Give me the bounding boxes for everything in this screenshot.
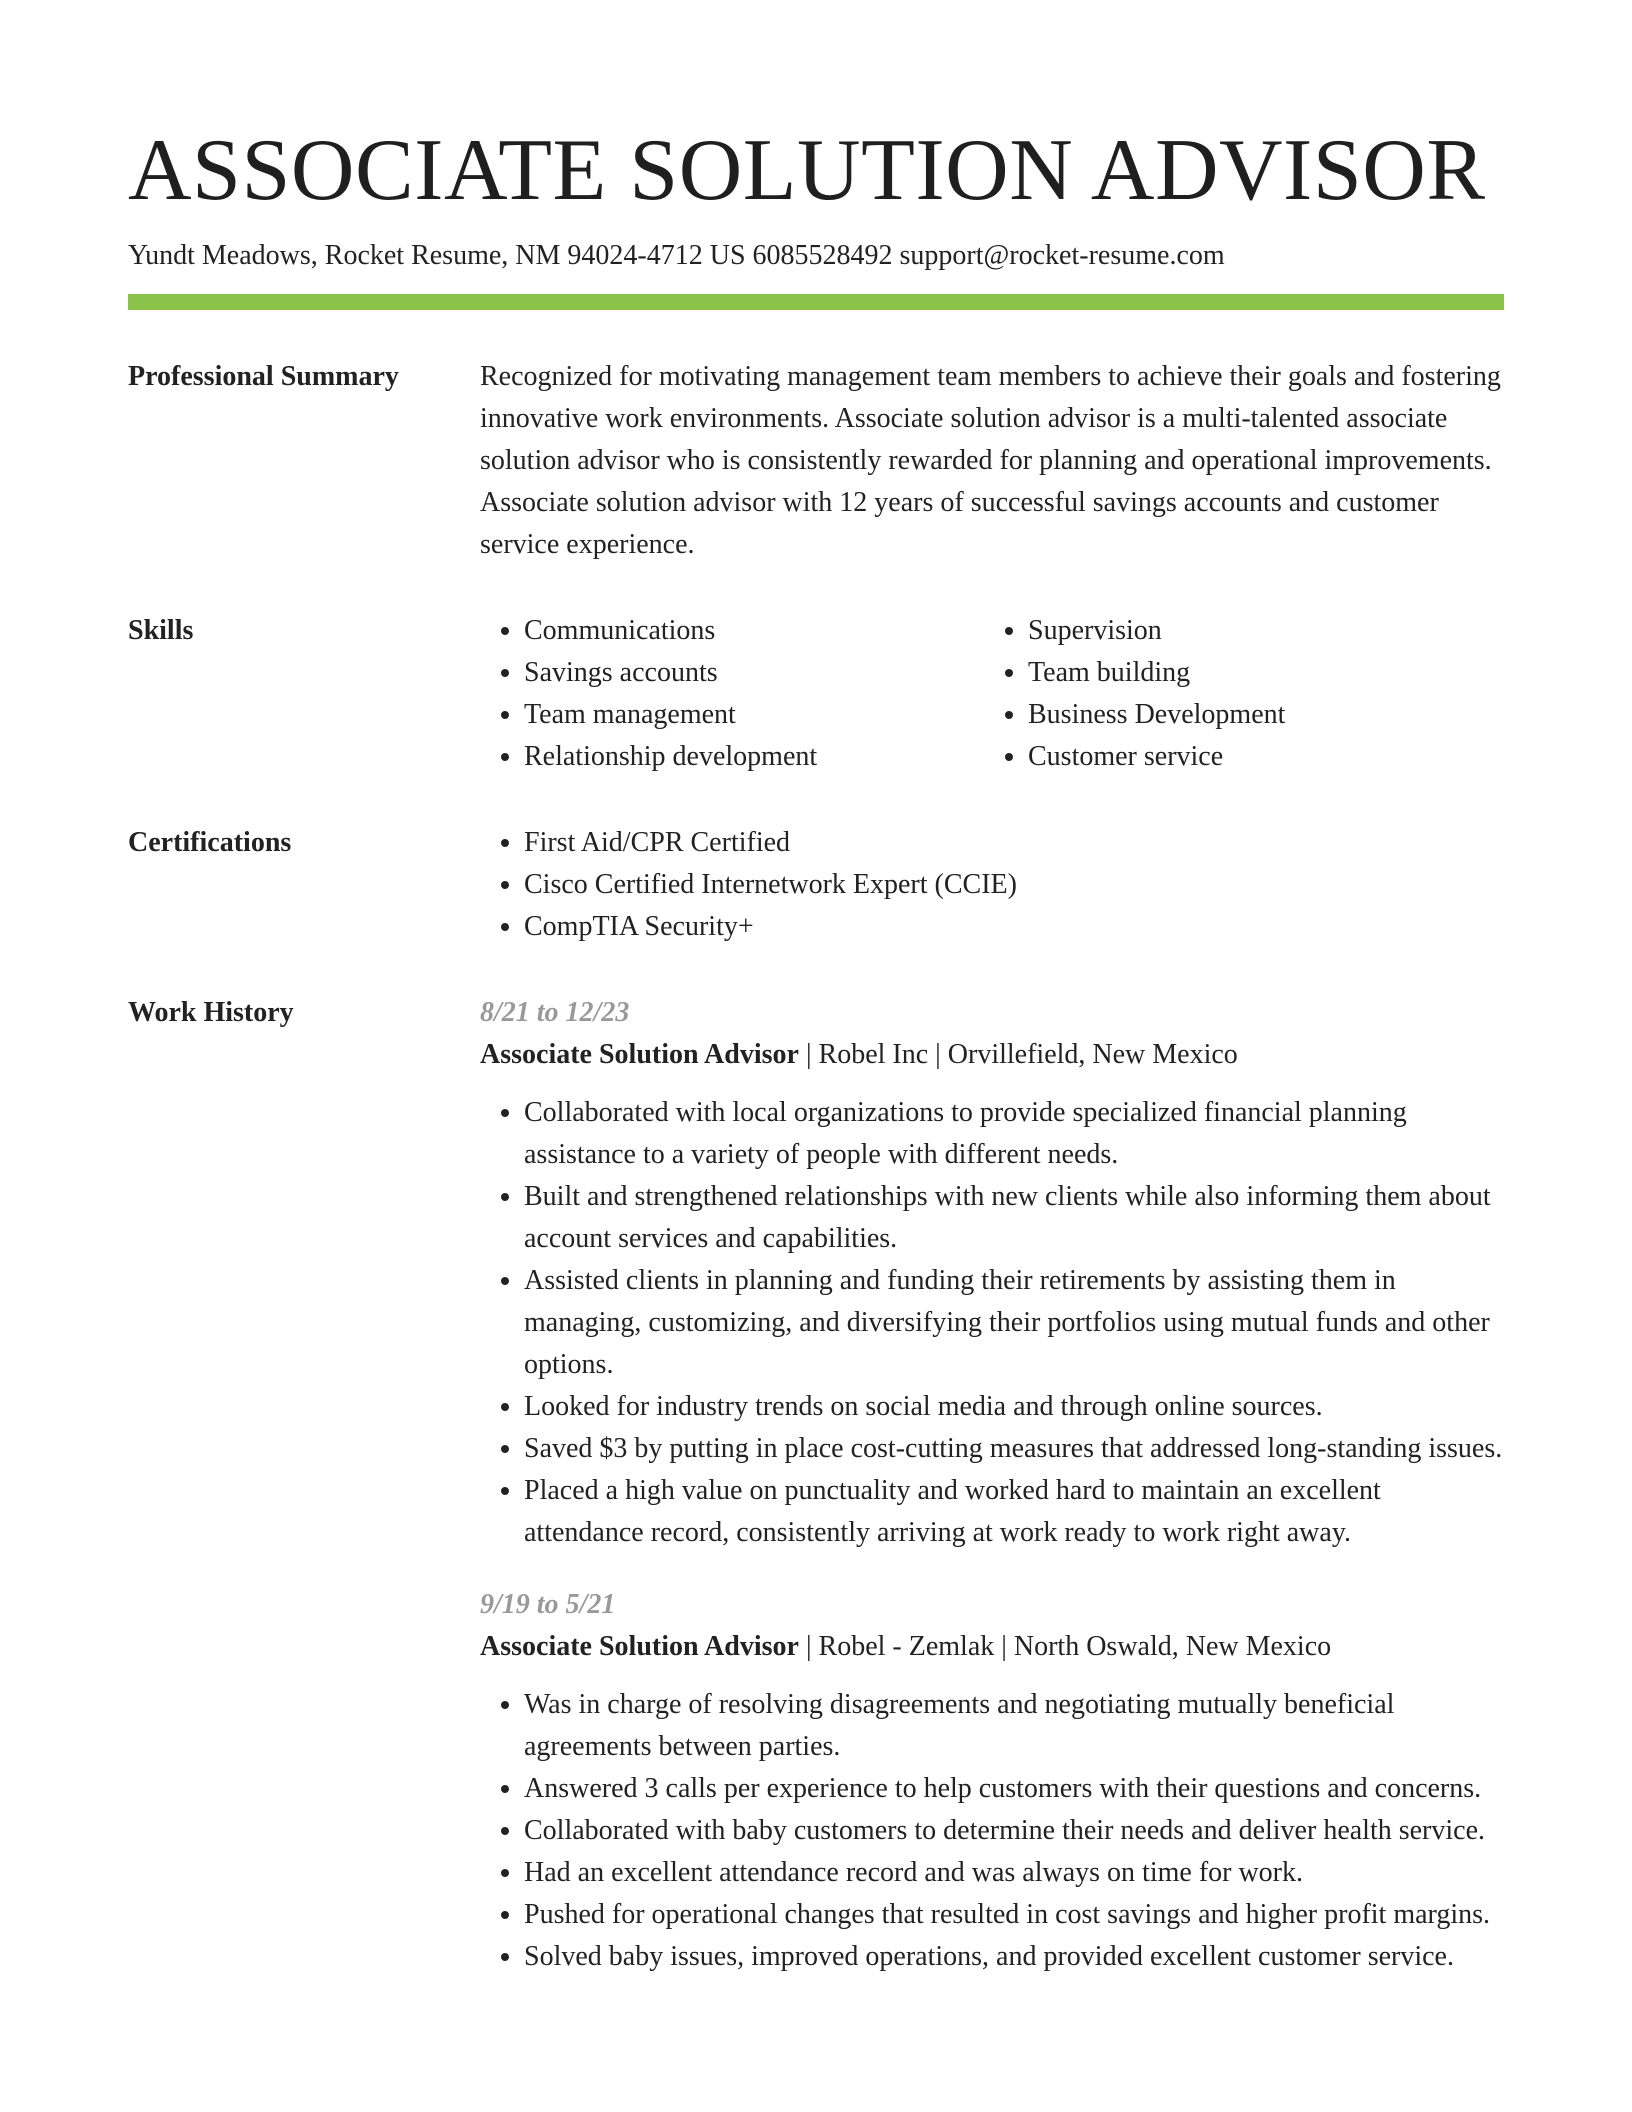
skill-item: • Communications [524, 610, 984, 652]
skill-item: • Relationship development [524, 736, 984, 778]
skill-item: • Customer service [1028, 736, 1488, 778]
job-company-location: | Robel Inc | Orvillefield, New Mexico [798, 1039, 1238, 1070]
responsibility-item: • Placed a high value on punctuality and worked hard to maintain an excellent attendance record, consistently arriving at work ready to work right away. [524, 1470, 1504, 1554]
responsibility-item: • Answered 3 calls per experience to help customers with their questions and concerns. [524, 1768, 1504, 1810]
section-heading: Certifications [128, 827, 292, 858]
responsibility-item: • Collaborated with local organizations to provide specialized financial planning assistance to a variety of people with different needs. [524, 1092, 1504, 1176]
skills-list-left [480, 610, 984, 778]
responsibility-item: • Pushed for operational changes that resulted in cost savings and higher profit margins. [524, 1894, 1504, 1936]
responsibility-item: • Looked for industry trends on social media and through online sources. [524, 1386, 1504, 1428]
certification-item: • Cisco Certified Internetwork Expert (CCIE) [524, 864, 1504, 906]
accent-divider [128, 294, 1504, 310]
responsibility-item: • Built and strengthened relationships with new clients while also informing them about account services and capabilities. [524, 1176, 1504, 1260]
certifications-section [128, 822, 1504, 948]
resume-page [128, 118, 1504, 1978]
section-heading: Skills [128, 615, 194, 646]
job-title: Associate Solution Advisor [480, 1039, 799, 1070]
work-history-section [128, 992, 1504, 1978]
job-dates: 9/19 to 5/21 [480, 1589, 616, 1620]
responsibility-item: • Had an excellent attendance record and was always on time for work. [524, 1852, 1504, 1894]
skill-item: • Team management [524, 694, 984, 736]
responsibility-item: • Assisted clients in planning and funding their retirements by assisting them in managing, customizing, and diversifying their portfolios using mutual funds and other options. [524, 1260, 1504, 1386]
job-heading [480, 1034, 1504, 1076]
summary-section [128, 356, 1504, 566]
summary-text: Recognized for motivating management team members to achieve their goals and fostering innovative work environments. Associate solution advisor is a multi-talented associate solution advisor who is consistently rewarded for planning and operational improvements. Associate solution advisor with 12 years of successful savings accounts and customer service experience. [480, 361, 1501, 560]
section-heading: Work History [128, 997, 294, 1028]
contact-line: Yundt Meadows, Rocket Resume, NM 94024-4712 US 6085528492 support@rocket-resume.com [128, 240, 1225, 271]
job-heading [480, 1626, 1504, 1668]
skill-item: • Supervision [1028, 610, 1488, 652]
job-entry [480, 1584, 1504, 1978]
section-heading: Professional Summary [128, 361, 399, 392]
skill-item: • Business Development [1028, 694, 1488, 736]
responsibility-item: • Solved baby issues, improved operations, and provided excellent customer service. [524, 1936, 1504, 1978]
skills-section [128, 610, 1504, 778]
responsibility-item: • Collaborated with baby customers to determine their needs and deliver health service. [524, 1810, 1504, 1852]
certification-item: • CompTIA Security+ [524, 906, 1504, 948]
job-responsibilities [480, 1092, 1504, 1554]
job-dates: 8/21 to 12/23 [480, 997, 630, 1028]
job-entry [480, 992, 1504, 1554]
job-company-location: | Robel - Zemlak | North Oswald, New Mexico [798, 1631, 1332, 1662]
skill-item: • Savings accounts [524, 652, 984, 694]
job-title: Associate Solution Advisor [480, 1631, 799, 1662]
responsibility-item: • Saved $3 by putting in place cost-cutting measures that addressed long-standing issues. [524, 1428, 1504, 1470]
skill-item: • Team building [1028, 652, 1488, 694]
resume-name: ASSOCIATE SOLUTION ADVISOR [128, 122, 1486, 219]
responsibility-item: • Was in charge of resolving disagreements and negotiating mutually beneficial agreements between parties. [524, 1684, 1504, 1768]
job-responsibilities [480, 1684, 1504, 1978]
certification-item: • First Aid/CPR Certified [524, 822, 1504, 864]
skills-list-right [984, 610, 1488, 778]
certifications-list [480, 822, 1504, 948]
